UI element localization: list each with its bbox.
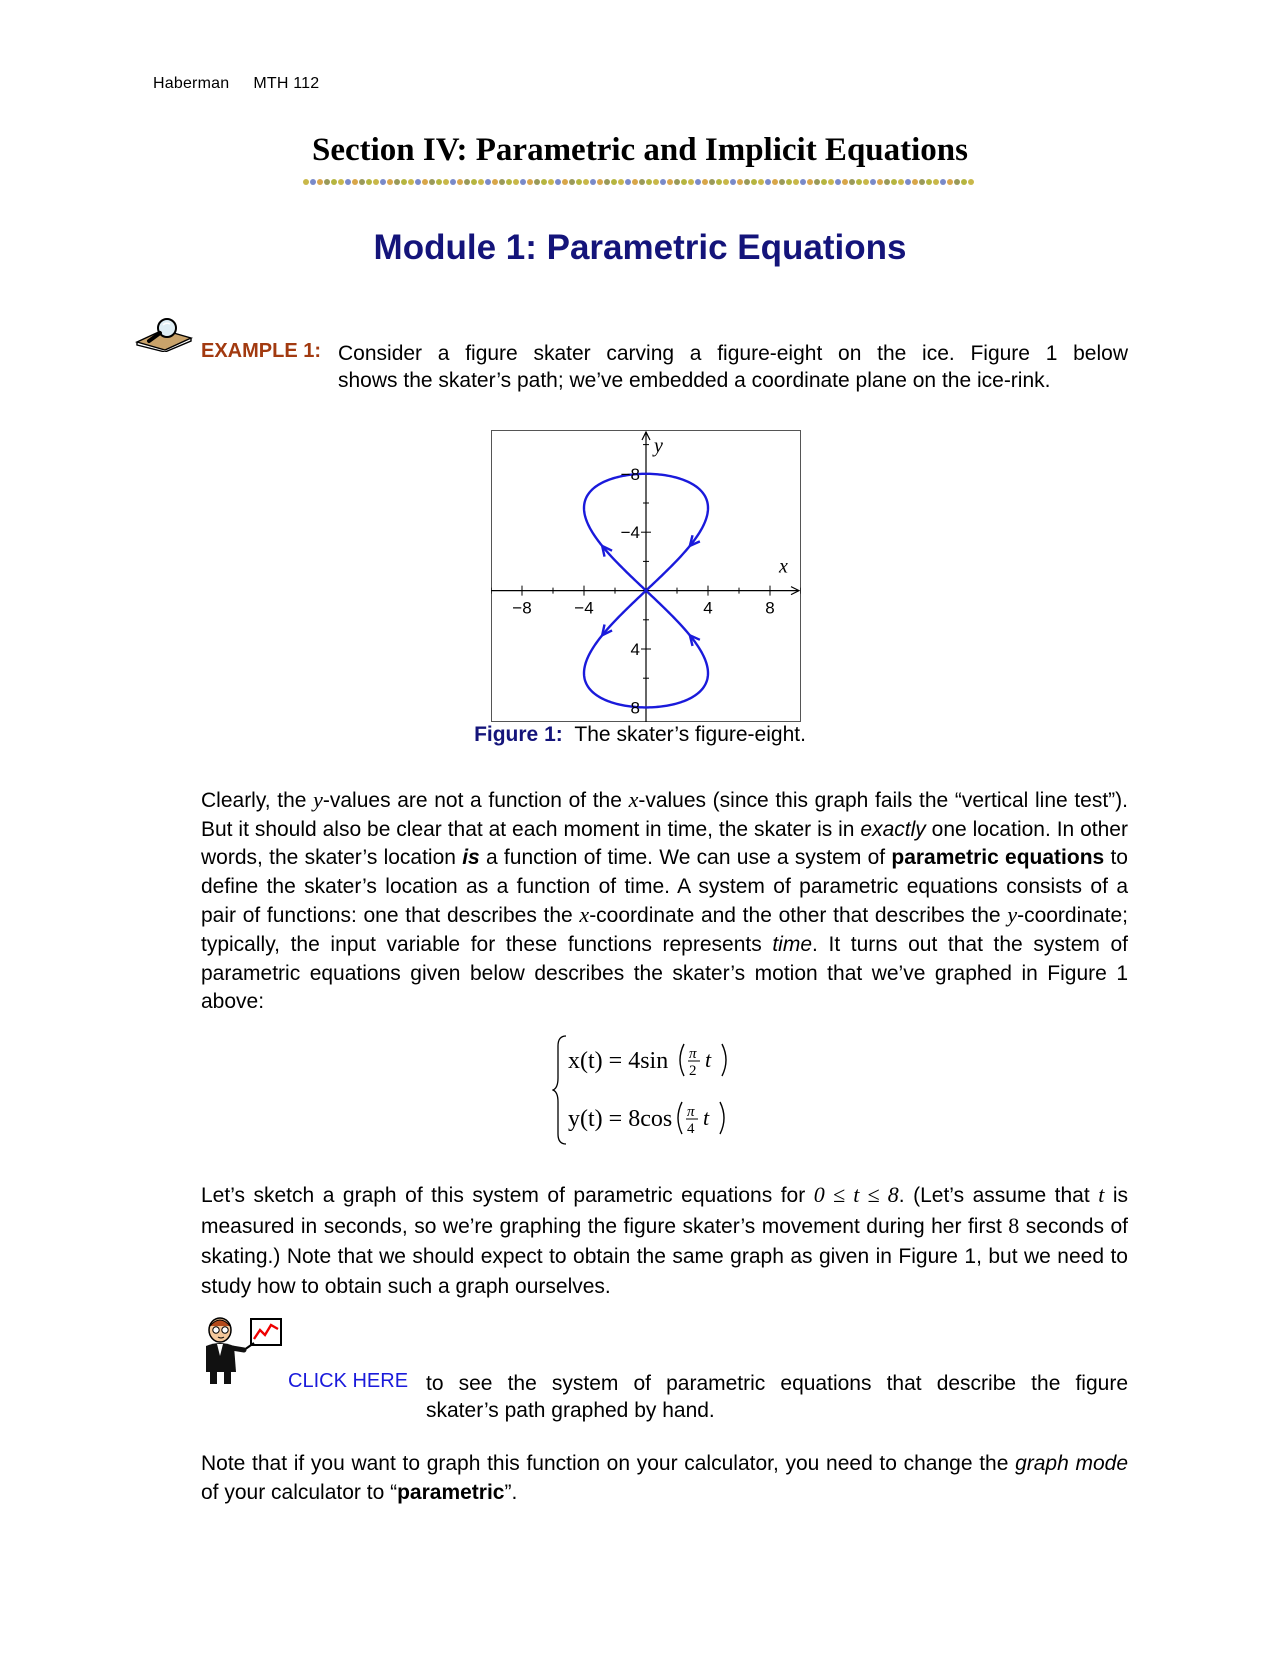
svg-text:4: 4 (687, 1121, 695, 1137)
svg-text:t: t (705, 1047, 712, 1072)
caption-text: The skater’s figure-eight. (574, 723, 806, 746)
equation-y: y(t) = 8cos (568, 1106, 673, 1132)
x-tick-label: −8 (512, 598, 532, 618)
section-title: Section IV: Parametric and Implicit Equations (311, 132, 969, 168)
example-label: EXAMPLE 1: (201, 340, 322, 362)
svg-text:π: π (689, 1046, 697, 1062)
parametric-system (552, 1030, 752, 1150)
header-author: Haberman (153, 75, 230, 92)
paragraph-intro: Clearly, the y-values are not a function of the x-values (since this graph fails the “vertical line test”). But it should also be clear that at each moment in time, the skater is in exactly one location. In other words, the skater’s location is a function of time. We can use a system of parametric equations to define the skater’s location as a function of time. A system of parametric equations consists of a pair of functions: one that describes the x-coordinate and the other that describes the y-coordinate; typically, the input variable for these functions represents time. It turns out that the system of parametric equations given below describes the skater’s motion that we’ve graphed in Figure 1 above: (201, 787, 1128, 1014)
svg-text:t: t (703, 1105, 710, 1130)
x-axis-label: x (779, 555, 788, 578)
teacher-chart-icon (198, 1316, 286, 1386)
y-tick-label: −8 (620, 464, 640, 484)
click-here-link[interactable]: CLICK HERE (288, 1370, 409, 1392)
svg-text:2: 2 (689, 1063, 697, 1079)
figure-caption (0, 723, 1280, 747)
module-title: Module 1: Parametric Equations (373, 228, 907, 267)
paragraph-sketch: Let’s sketch a graph of this system of parametric equations for 0 ≤ t ≤ 8. (Let’s assume that t is measured in seconds, so we’re graphing the figure skater’s movement during her first 8 seconds of skating.) Note that we should expect to obtain the same graph as given in Figure 1, but we need to study how to obtain such a graph ourselves. (201, 1182, 1129, 1298)
y-tick-label: 8 (630, 698, 640, 718)
caption-label: Figure 1: (474, 723, 563, 746)
header-course: MTH 112 (253, 75, 320, 92)
page-header (153, 75, 319, 93)
magnifier-book-icon (133, 316, 195, 352)
paragraph-calculator-note: Note that if you want to graph this function on your calculator, you need to change the graph mode of your calculator to “parametric”. (201, 1452, 1128, 1504)
example-line-2: shows the skater’s path; we’ve embedded a coordinate plane on the ice-rink. (338, 369, 1051, 392)
y-axis-label: y (654, 435, 663, 457)
y-tick-label: −4 (620, 523, 640, 543)
svg-text:π: π (687, 1104, 695, 1120)
x-tick-label: −4 (574, 598, 594, 618)
example-line-1: Consider a figure skater carving a figure-eight on the ice. Figure 1 below (338, 342, 1128, 365)
y-tick-label: 4 (630, 640, 640, 659)
equation-x: x(t) = 4sin (568, 1048, 669, 1074)
figure-eight-graph (491, 430, 801, 722)
x-tick-label: 4 (703, 598, 713, 618)
decorative-divider (302, 178, 978, 186)
x-tick-label: 8 (765, 598, 775, 618)
click-here-description: to see the system of parametric equations that describe the figure skater’s path graphed by hand. (426, 1372, 1128, 1422)
example-text (338, 340, 1128, 394)
